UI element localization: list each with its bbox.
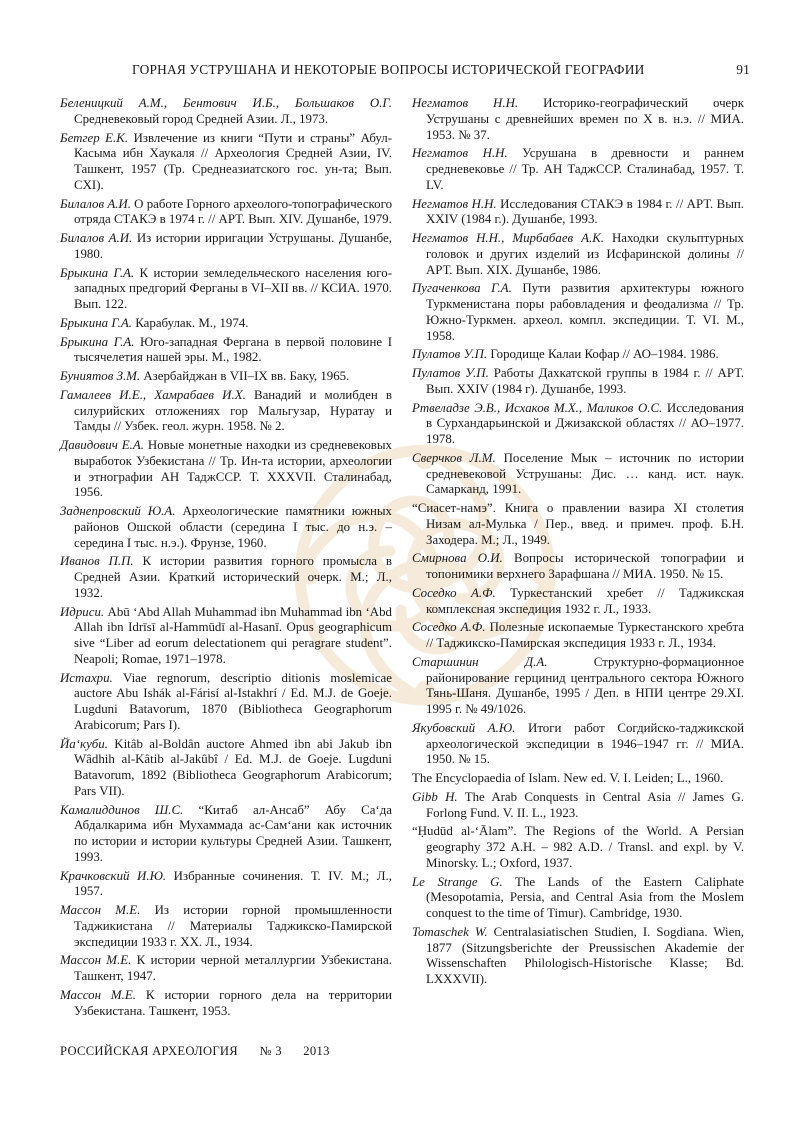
- reference-author: Массон М.Е.: [60, 953, 132, 968]
- reference-author: Сверчков Л.М.: [412, 450, 496, 465]
- reference-author: Брыкина Г.А.: [60, 265, 135, 280]
- reference-text: Избранные сочинения. Т. IV. М.; Л., 1957.: [74, 868, 392, 899]
- reference-text: Средневековый город Средней Азии. Л., 1973.: [74, 111, 329, 126]
- reference-text: Поселение Мык – источник по истории средневековой Уструшаны: Дис. … канд. ист. наук. Самарканд, 1991.: [426, 450, 744, 497]
- running-header: [60, 62, 750, 80]
- reference-entry: [412, 231, 744, 278]
- reference-text: Исследования в Сурхандарьинской и Джизакской областях // АО–1977. 1978.: [426, 400, 744, 446]
- reference-entry: [412, 771, 744, 787]
- reference-text: К истории черной металлургии Узбекистана. Ташкент, 1947.: [74, 953, 392, 983]
- references-left-column: [60, 96, 392, 1022]
- reference-text: Итоги работ Согдийско-таджикской археологической экспедиции в 1946–1947 гг. // МИА. 1950. № 15.: [426, 720, 744, 767]
- reference-text: “Китаб ал-Ансаб” Абу Са‘да Абдалкарима ибн Мухаммада ас-Сам‘ани как источник по истории и истории культуры Средней Азии. Ташкент, 1993.: [74, 802, 392, 864]
- reference-text: Работы Дахкатской группы в 1984 г. // АРТ. Вып. XXIV (1984 г). Душанбе, 1993.: [426, 366, 744, 396]
- reference-entry: [412, 281, 744, 344]
- reference-entry: [60, 131, 392, 194]
- reference-text: О работе Горного археолого-топографического отряда СТАКЭ в 1974 г. // АРТ. Вып. XIV. Душанбе, 1979.: [74, 196, 393, 227]
- reference-text: Карабулак. М., 1974.: [132, 315, 249, 330]
- reference-text: Извлечение из книги “Пути и страны” Абул-Касыма ибн Хаукаля // Археология Средней Азии, IV. Ташкент, 1957 (Тр. Среднеазиатского гос. ун-та; Вып. CXI).: [74, 130, 392, 192]
- reference-text: К истории земледельческого населения юго-западных предгорий Ферганы в VI–XII вв. // КСИА. 1970. Вып. 122.: [74, 265, 392, 311]
- reference-author: Билалов А.И.: [60, 231, 133, 245]
- reference-text: Новые монетные находки из средневековых выработок Узбекистана // Тр. Ин-та истории, археологии и этнографии АН ТаджССР. Т. XXXVII. Сталинабад, 1956.: [74, 438, 392, 500]
- reference-entry: [412, 925, 744, 988]
- reference-entry: [412, 620, 744, 652]
- reference-author: Пулатов У.П.: [412, 366, 489, 380]
- reference-entry: [412, 875, 744, 922]
- reference-entry: [412, 366, 744, 398]
- reference-author: Старшинин Д.А.: [412, 654, 548, 669]
- reference-entry: [60, 197, 392, 229]
- page-number: 91: [736, 62, 750, 77]
- reference-author: Идриси.: [60, 604, 105, 619]
- reference-entry: [60, 96, 392, 128]
- journal-name: РОССИЙСКАЯ АРХЕОЛОГИЯ: [60, 1044, 239, 1058]
- reference-entry: [60, 903, 392, 950]
- reference-text: Abū ‘Abd Allah Muhammad ibn Muhammad ibn ‘Abd Allah ibn Idrīsī al-Hammūdī al-Hasanī. Opus geographicum sive “Liber ad eorum delectationem qui peragrare student”. Neapoli; Romae, 1971–1978.: [74, 604, 392, 666]
- reference-text: Из истории горной промышленности Таджикистана // Материалы Таджикско-Памирской экспедиции 1933 г. XX. Л., 1934.: [74, 903, 392, 949]
- reference-text: Kitâb al-Boldân auctore Ahmed ibn abi Jakub ibn Wâdhih al-Kâtib al-Jakûbî / Ed. M.J. de Goeje. Lugduni Batavorum, 1892 (Bibliotheca Geographorum Arabicorum; Pars VII).: [74, 736, 392, 798]
- reference-entry: [412, 347, 744, 363]
- reference-text: Находки скульптурных головок и других изделий из Исфаринской долины // АРТ. Вып. XIX. Душанбе, 1986.: [426, 231, 744, 277]
- reference-entry: [412, 586, 744, 618]
- reference-author: Истахри.: [60, 670, 113, 685]
- reference-text: Археологические памятники южных районов Ошской области (середина I тыс. до н.э. – середина I тыс. н.э.). Фрунзе, 1960.: [74, 504, 393, 550]
- reference-author: Йа‘куби.: [60, 736, 108, 751]
- reference-author: Пугаченкова Г.А.: [412, 281, 512, 296]
- reference-author: Пулатов У.П.: [412, 347, 488, 362]
- reference-author: Массон М.Е.: [60, 987, 136, 1002]
- reference-author: Массон М.Е.: [60, 903, 141, 917]
- reference-text: Centralasiatischen Studien, I. Sogdiana. Wien, 1877 (Sitzungsberichte der Preussischen Akademie der Wissenschaften Philologisch-Historische Klasse; Bd. LXXXVII).: [426, 924, 744, 986]
- reference-author: Беленицкий А.М., Бентович И.Б., Большаков О.Г.: [60, 96, 392, 110]
- reference-author: Негматов Н.Н., Мирбабаев А.К.: [412, 231, 604, 245]
- reference-text: Viae regnorum, descriptio ditionis moslemicae auctore Abu Ishák al-Fárisí al-Istakhrí / Ed. M.J. de Goeje. Lugduni Batavorum, 1870 (Bibliotheca Geographorum Arabicorum; Pars I).: [74, 670, 392, 732]
- reference-entry: [60, 316, 392, 332]
- reference-author: Иванов П.П.: [60, 554, 134, 569]
- reference-author: Gibb H.: [412, 789, 458, 804]
- reference-author: Заднепровский Ю.А.: [60, 504, 176, 518]
- issue-number: № 3: [259, 1044, 282, 1058]
- reference-entry: [412, 501, 744, 548]
- reference-text: К истории развития горного промысла в Средней Азии. Краткий исторический очерк. М.; Л., 1932.: [74, 554, 392, 600]
- reference-entry: [412, 551, 744, 583]
- reference-author: Брыкина Г.А.: [60, 315, 132, 330]
- reference-entry: [60, 988, 392, 1020]
- reference-entry: [60, 388, 392, 435]
- reference-text: “Сиасет-намэ”. Книга о правлении вазира XI столетия Низам ал-Мулька / Пер., введ. и примеч. проф. Б.Н. Заходера. М.; Л., 1949.: [412, 501, 744, 547]
- reference-author: Смирнова О.И.: [412, 551, 503, 566]
- reference-text: Из истории ирригации Уструшаны. Душанбе, 1980.: [74, 231, 392, 261]
- reference-text: Историко-географический очерк Уструшаны с древнейших времен по X в. н.э. // МИА. 1953. № 37.: [426, 96, 744, 142]
- reference-entry: [60, 335, 392, 367]
- reference-author: Ртвеладзе Э.В., Исхаков М.Х., Маликов О.С.: [412, 400, 663, 415]
- reference-entry: [412, 824, 744, 871]
- reference-text: К истории горного дела на территории Узбекистана. Ташкент, 1953.: [74, 987, 392, 1018]
- reference-entry: [60, 231, 392, 263]
- reference-entry: [412, 721, 744, 768]
- reference-author: Брыкина Г.А.: [60, 334, 135, 349]
- page-footer: [60, 1044, 348, 1059]
- reference-entry: [60, 369, 392, 385]
- reference-entry: [412, 451, 744, 498]
- reference-text: Усрушана в древности и раннем средневековье // Тр. АН ТаджССР. Сталинабад, 1957. Т. LV.: [426, 146, 744, 192]
- reference-author: Негматов Н.Н.: [412, 196, 497, 211]
- reference-author: Le Strange G.: [412, 874, 503, 889]
- reference-entry: [60, 504, 392, 551]
- reference-author: Камалиддинов Ш.С.: [60, 802, 184, 817]
- reference-text: The Arab Conquests in Central Asia // James G. Forlong Fund. V. II. L., 1923.: [426, 789, 744, 820]
- reference-text: Городище Калаи Кофар // АО–1984. 1986.: [487, 347, 719, 362]
- reference-author: Крачковский И.Ю.: [60, 868, 167, 883]
- reference-entry: [412, 146, 744, 193]
- reference-text: Структурно-формационное районирование герцинид центрального сектора Южного Тянь-Шаня. Душанбе, 1995 / Деп. в НПИ центре 29.XI. 1995 г. № 49/1026.: [426, 654, 744, 716]
- reference-entry: [60, 671, 392, 734]
- reference-author: Бетгер Е.К.: [60, 130, 129, 145]
- reference-author: Буниятов З.М.: [60, 369, 141, 383]
- reference-text: Ванадий и молибден в силурийских отложениях гор Мальгузар, Нуратау и Тамды // Узбек. геол. журн. 1958. № 2.: [74, 387, 392, 434]
- reference-text: The Lands of the Eastern Caliphate (Mesopotamia, Persia, and Central Asia from the Moslem conquest to the time of Timur). Cambridge, 1930.: [426, 874, 745, 920]
- reference-entry: [412, 96, 744, 143]
- reference-text: Юго-западная Фергана в первой половине I тысячелетия нашей эры. М., 1982.: [74, 334, 392, 365]
- issue-year: 2013: [303, 1044, 330, 1058]
- reference-text: Туркестанский хребет // Таджикская комплексная экспедиция 1932 г. Л., 1933.: [426, 585, 745, 616]
- reference-entry: [60, 266, 392, 313]
- reference-entry: [412, 197, 744, 229]
- reference-text: “Ḥudūd al-‘Ālam”. The Regions of the World. A Persian geography 372 A.H. – 982 A.D. / Transl. and expl. by V. Minorsky. L.; Oxford, 1937.: [412, 824, 744, 870]
- reference-entry: [60, 803, 392, 866]
- reference-entry: [412, 655, 744, 718]
- reference-entry: [60, 737, 392, 800]
- reference-entry: [60, 605, 392, 668]
- reference-author: Соседко А.Ф.: [412, 620, 486, 635]
- reference-text: Азербайджан в VII–IX вв. Баку, 1965.: [140, 369, 350, 383]
- reference-entry: [412, 401, 744, 448]
- running-title: ГОРНАЯ УСТРУШАНА И НЕКОТОРЫЕ ВОПРОСЫ ИСТОРИЧЕСКОЙ ГЕОГРАФИИ: [132, 62, 645, 77]
- reference-author: Якубовский А.Ю.: [412, 720, 516, 735]
- reference-text: Исследования СТАКЭ в 1984 г. // АРТ. Вып. XXIV (1984 г.). Душанбе, 1993.: [426, 196, 744, 227]
- reference-text: The Encyclopaedia of Islam. New ed. V. I. Leiden; L., 1960.: [412, 771, 724, 785]
- reference-entry: [60, 953, 392, 985]
- reference-entry: [412, 790, 744, 822]
- reference-entry: [60, 554, 392, 601]
- reference-text: Полезные ископаемые Туркестанского хребта // Таджикско-Памирская экспедиция 1933 г. Л., 1934.: [426, 620, 744, 650]
- reference-author: Билалов А.И.: [60, 196, 131, 211]
- reference-author: Давидович Е.А.: [60, 438, 144, 452]
- reference-author: Негматов Н.Н.: [412, 146, 508, 161]
- reference-entry: [60, 438, 392, 501]
- reference-text: Вопросы исторической топографии и топонимики верхнего Зарафшана // МИА. 1950. № 15.: [426, 551, 744, 581]
- reference-author: Гамалеев И.Е., Хамрабаев И.Х.: [60, 387, 246, 402]
- reference-text: Пути развития архитектуры южного Туркменистана поры рабовладения и феодализма // Тр. Южно-Туркмен. археол. компл. экспедиции. Т. VI. М., 1958.: [426, 281, 744, 343]
- reference-author: Соседко А.Ф.: [412, 585, 496, 600]
- reference-entry: [60, 869, 392, 901]
- reference-author: Tomaschek W.: [412, 924, 488, 939]
- references-right-column: [412, 96, 744, 991]
- reference-author: Негматов Н.Н.: [412, 96, 519, 110]
